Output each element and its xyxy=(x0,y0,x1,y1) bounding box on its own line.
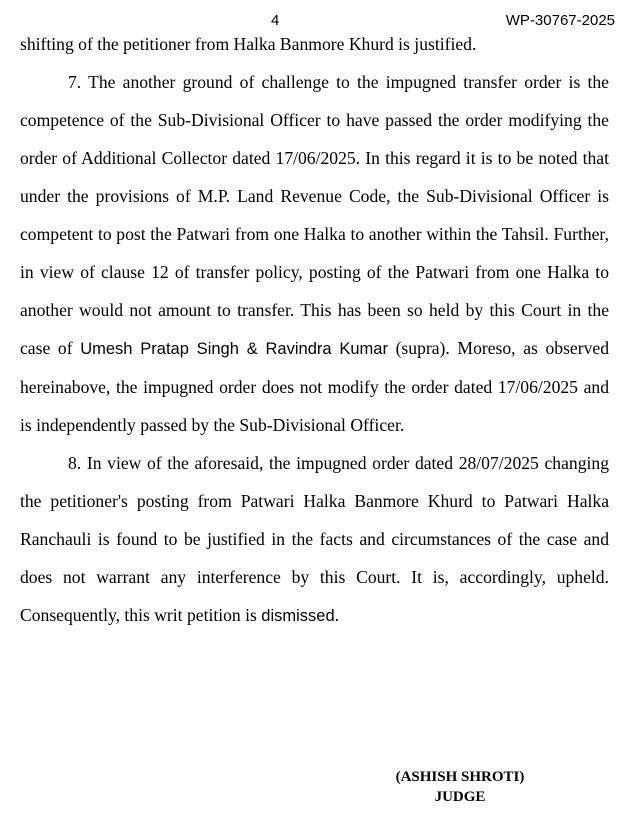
case-citation: Umesh Pratap Singh & Ravindra Kumar xyxy=(80,340,388,358)
case-number: WP-30767-2025 xyxy=(505,12,615,29)
judgment-body xyxy=(20,25,609,635)
paragraph-7 xyxy=(20,63,609,444)
paragraph-8 xyxy=(20,444,609,635)
paragraph-7-text: 7. The another ground of challenge to the impugned transfer order is the competence of the Sub-Divisional Officer to have passed the order modifying the order of Additional Collector dated 17/06/2025. In this regard it is to be noted that under the provisions of M.P. Land Revenue Code, the Sub-Divisional Officer is competent to post the Patwari from one Halka to another within the Tahsil. Further, in view of clause 12 of transfer policy, posting of the Patwari from one Halka to another would not amount to transfer. This has been so held by this Court in the case of xyxy=(20,72,609,358)
paragraph-7-text-end: (supra). Moreso, as observed hereinabove, the impugned order does not modify the order dated 17/06/2025 and is independently passed by the Sub-Divisional Officer. xyxy=(20,338,609,435)
paragraph-8-period: . xyxy=(334,605,340,625)
judge-title: JUDGE xyxy=(434,789,486,805)
page-number: 4 xyxy=(271,12,280,29)
paragraph-continuation: shifting of the petitioner from Halka Banmore Khurd is justified. xyxy=(20,34,477,54)
paragraph-8-text: 8. In view of the aforesaid, the impugned order dated 28/07/2025 changing the petitioner's posting from Patwari Halka Banmore Khurd to Patwari Halka Ranchauli is found to be justified in the facts and circumstances of the case and does not warrant any interference by this Court. It is, accordingly, upheld. Consequently, this writ petition is xyxy=(20,453,609,625)
judge-name: (ASHISH SHROTI) xyxy=(395,769,525,785)
dismissed-word: dismissed xyxy=(261,607,335,625)
